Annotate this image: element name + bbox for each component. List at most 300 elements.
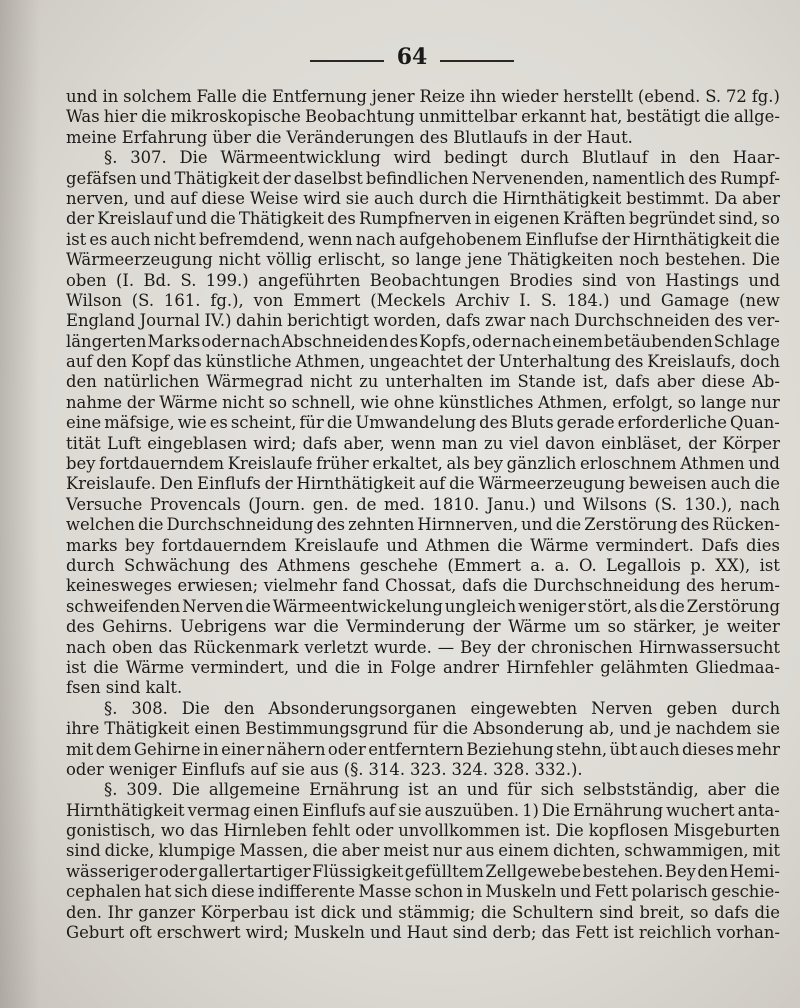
word: 199.)	[205, 270, 249, 290]
word: dafs	[302, 433, 338, 453]
word: auf	[170, 188, 197, 208]
word: fg.)	[751, 87, 780, 106]
word: Kreislaufe	[294, 535, 379, 555]
word: ist	[294, 902, 315, 922]
word: die	[555, 515, 582, 535]
word: Archiv	[455, 290, 510, 310]
word: nach	[511, 331, 552, 351]
word: aber	[341, 841, 380, 861]
word: wird;	[253, 433, 297, 453]
word: Hirnthätigkeit	[502, 188, 622, 208]
word: welchen	[66, 515, 135, 535]
word: als	[446, 454, 470, 474]
word: Nerven	[182, 596, 244, 616]
text-line	[66, 903, 780, 923]
word: 332.).	[534, 759, 583, 779]
word: aus	[309, 759, 339, 779]
word: des	[239, 555, 269, 575]
word: früher	[316, 454, 369, 474]
word: für	[507, 780, 532, 800]
word: sind,	[718, 209, 759, 229]
word: sich	[174, 882, 208, 902]
word: berichtigt	[287, 311, 370, 331]
word: S.	[705, 87, 722, 106]
text-line	[66, 291, 780, 311]
word: Einflufs	[181, 759, 246, 779]
word: einbläset,	[601, 433, 682, 453]
word: in	[660, 148, 677, 168]
word: sind	[599, 902, 634, 922]
word: weniger	[108, 759, 177, 779]
word: für	[413, 719, 438, 739]
word: als	[634, 596, 658, 616]
word: noch	[619, 250, 660, 270]
word: daselbst	[293, 168, 363, 188]
word: fortdauerndem	[99, 454, 225, 474]
word: davon	[544, 433, 595, 453]
word: auch	[110, 229, 151, 249]
word: die	[312, 841, 338, 861]
word: ist	[66, 229, 87, 249]
word: Hastings	[665, 270, 740, 290]
word: Den	[159, 474, 194, 494]
word: Ernährung	[309, 780, 400, 800]
word: Athmen	[425, 535, 490, 555]
word: die	[659, 596, 685, 616]
word: schon	[414, 882, 464, 902]
word: ver-	[747, 311, 780, 331]
text-line	[66, 556, 780, 576]
word: Schlage	[713, 331, 780, 351]
word: nicht	[310, 372, 353, 392]
word: so	[268, 392, 288, 412]
word: Athmens	[277, 555, 351, 575]
text-line	[66, 740, 780, 760]
word: Fett	[594, 882, 628, 902]
word: Rückenmark	[193, 637, 299, 657]
word: im	[489, 372, 511, 392]
text-line	[66, 413, 780, 433]
word: und	[175, 209, 208, 229]
word: wenn	[390, 433, 436, 453]
word: natürlichen	[103, 372, 200, 392]
word: und	[543, 494, 576, 514]
word: keinesweges	[66, 576, 172, 596]
word: Versuche	[66, 494, 143, 514]
word: zwar	[484, 311, 526, 331]
word: fsen	[66, 678, 101, 698]
word: um	[573, 617, 601, 637]
word: des	[688, 168, 717, 188]
word: erkannt	[521, 107, 587, 127]
text-line	[66, 576, 780, 596]
word: einen	[253, 800, 300, 820]
word: sind	[452, 923, 488, 943]
text-line	[66, 128, 780, 148]
text-line	[66, 821, 780, 841]
word: und	[296, 657, 328, 677]
word: stehn,	[556, 739, 608, 759]
word: gänzlich	[506, 454, 577, 474]
text-line	[66, 372, 780, 392]
word: erschwert	[156, 923, 241, 943]
word: des	[714, 311, 744, 331]
text-line	[66, 393, 780, 413]
word: ist	[759, 555, 780, 575]
word: eingeblasen	[147, 433, 248, 453]
word: dieses	[681, 739, 734, 759]
word: Hirnfehler	[506, 657, 594, 677]
word: Gehirns.	[102, 617, 173, 637]
text-line	[66, 209, 780, 229]
text-line	[66, 719, 780, 739]
word: Blutlauf	[581, 148, 648, 168]
word: worden,	[373, 311, 442, 331]
text-line	[66, 434, 780, 454]
word: jener	[371, 87, 415, 106]
word: anta-	[737, 800, 780, 820]
word: Kopf	[130, 352, 170, 372]
word: vermindert,	[191, 657, 290, 677]
word: die	[449, 474, 475, 494]
word: Die	[751, 250, 780, 270]
word: gefäfsen	[66, 168, 137, 188]
word: nicht	[222, 392, 265, 412]
word: die	[472, 188, 498, 208]
text-line	[66, 474, 780, 494]
word: der	[126, 392, 155, 412]
word: Folge	[390, 657, 436, 677]
word: betäubenden	[604, 331, 713, 351]
word: sind	[582, 270, 617, 290]
word: mit	[66, 739, 94, 759]
word: S.	[180, 270, 197, 290]
word: sie	[281, 759, 305, 779]
word: (Emmert	[447, 555, 521, 575]
word: oben	[66, 270, 107, 290]
word: hat,	[590, 107, 623, 127]
word: die	[326, 413, 353, 433]
word: und	[369, 923, 402, 943]
word: des	[316, 515, 346, 535]
word: Die	[541, 800, 570, 820]
word: Schultern	[512, 902, 594, 922]
word: Kräften	[562, 209, 626, 229]
word: die	[245, 596, 271, 616]
text-line	[66, 658, 780, 678]
word: Legallois	[606, 555, 681, 575]
word: die	[497, 535, 523, 555]
text-line	[66, 271, 780, 291]
word: nachdem	[675, 719, 752, 739]
word: von	[626, 270, 656, 290]
word: stört,	[587, 596, 633, 616]
word: dafs	[445, 311, 481, 331]
text-line	[66, 638, 780, 658]
word: die	[241, 87, 268, 106]
word: geschie-	[711, 882, 780, 902]
word: Thätigkeit	[174, 168, 260, 188]
word: sie	[345, 188, 370, 208]
word: meine	[66, 127, 117, 147]
word: namentlich	[592, 168, 686, 188]
word: ganzer	[138, 902, 196, 922]
word: cephalen	[66, 882, 142, 902]
word: 1)	[522, 800, 539, 820]
word: gefülltem	[404, 861, 484, 881]
word: Da	[714, 188, 738, 208]
word: auch	[373, 188, 415, 208]
word: Was	[66, 107, 100, 127]
word: Athmen	[680, 454, 745, 474]
text-line	[66, 760, 780, 780]
word: und	[619, 290, 651, 310]
word: 1810.	[432, 494, 480, 514]
word: so	[607, 617, 626, 637]
word: vielmehr	[263, 576, 337, 596]
word: p.	[690, 555, 706, 575]
word: a.	[554, 555, 570, 575]
word: bey	[66, 454, 96, 474]
word: geschehe	[359, 555, 438, 575]
word: und	[748, 270, 780, 290]
word: entferntern	[368, 739, 464, 759]
word: (Journ.	[248, 494, 306, 514]
word: das	[189, 821, 219, 841]
text-line	[66, 678, 780, 698]
word: diese	[211, 882, 255, 902]
word: Athmen,	[537, 392, 608, 412]
word: Umwandelung	[355, 413, 477, 433]
word: hat	[144, 882, 172, 902]
word: einen	[194, 719, 241, 739]
word: oder	[201, 331, 240, 351]
word: dafs	[461, 576, 497, 596]
word: breit,	[639, 902, 685, 922]
word: Weise	[249, 188, 299, 208]
word: lange	[415, 250, 462, 270]
word: I.	[519, 290, 531, 310]
word: einer	[221, 739, 265, 759]
word: Gliedmaa-	[695, 657, 780, 677]
word: Falle	[196, 87, 237, 106]
word: nach	[529, 311, 570, 331]
word: Entfernung	[271, 87, 367, 106]
word: die	[481, 902, 507, 922]
word: nach	[240, 331, 281, 351]
text-line	[66, 780, 780, 800]
word: oder	[66, 759, 104, 779]
word: ist	[66, 657, 87, 677]
word: dafs	[714, 902, 749, 922]
word: oder	[355, 821, 394, 841]
word: mit	[752, 841, 780, 861]
word: der	[262, 168, 291, 188]
word: so	[391, 250, 410, 270]
word: die	[754, 902, 780, 922]
word: fg.),	[210, 290, 244, 310]
word: wuchert	[666, 800, 735, 820]
word: Körperbau	[200, 902, 290, 922]
word: unvollkommen	[398, 821, 521, 841]
word: 328.	[493, 759, 530, 779]
word: wie	[177, 413, 207, 433]
word: Unterhaltung	[498, 352, 611, 372]
word: dahin	[236, 311, 283, 331]
word: Athmen,	[295, 352, 366, 372]
word: nahme	[66, 392, 123, 412]
word: Beobachtung	[304, 107, 415, 127]
word: Wilson	[66, 290, 122, 310]
word: Emmert	[293, 290, 361, 310]
word: diese	[701, 372, 746, 392]
word: kopflosen	[588, 821, 669, 841]
word: meist	[383, 841, 429, 861]
word: dichten,	[552, 841, 621, 861]
word: Reize	[419, 87, 466, 106]
word: in	[102, 87, 119, 106]
word: die	[93, 657, 119, 677]
word: Wärmeentwicklung	[220, 148, 381, 168]
word: auf	[66, 352, 93, 372]
word: es	[209, 413, 228, 433]
word: 184.)	[566, 290, 610, 310]
word: chronischen	[531, 637, 633, 657]
word: (I.	[115, 270, 135, 290]
word: des	[614, 352, 644, 372]
word: die	[442, 719, 469, 739]
word: Haut.	[586, 127, 633, 147]
word: wieder	[501, 87, 559, 106]
word: ab,	[588, 719, 615, 739]
word: nur	[432, 841, 462, 861]
word: des	[66, 617, 95, 637]
word: aber	[742, 188, 780, 208]
word: zehnten	[348, 515, 415, 535]
text-line	[66, 841, 780, 861]
word: scheint,	[230, 413, 297, 433]
word: auch	[639, 739, 680, 759]
word: Die	[171, 780, 200, 800]
text-line	[66, 495, 780, 515]
word: viel	[509, 433, 539, 453]
word: die	[704, 107, 730, 127]
word: unterhalten	[385, 372, 483, 392]
word: ungeachtet	[369, 352, 463, 372]
word: Thätigkeiten	[508, 250, 614, 270]
word: zu	[359, 372, 379, 392]
word: gerade	[556, 413, 615, 433]
word: des	[479, 413, 508, 433]
word: O.	[578, 555, 597, 575]
word: der	[472, 617, 501, 637]
text-line	[66, 332, 780, 352]
text-line	[66, 230, 780, 250]
word: Stande	[517, 372, 576, 392]
word: in	[532, 127, 549, 147]
word: es	[89, 229, 108, 249]
word: mäfsige,	[104, 413, 175, 433]
word: die	[313, 617, 339, 637]
word: des	[389, 331, 418, 351]
word: mehr	[736, 739, 780, 759]
word: Haar-	[732, 148, 780, 168]
text-line	[66, 250, 780, 270]
word: bestehen.	[582, 861, 664, 881]
word: Luft	[106, 433, 142, 453]
word: die	[754, 780, 780, 800]
word: erwiesen;	[177, 576, 259, 596]
word: Kreislaufe.	[66, 474, 156, 494]
word: (new	[739, 290, 780, 310]
text-line	[66, 311, 780, 331]
word: aber	[656, 372, 695, 392]
word: und	[386, 535, 418, 555]
word: die	[255, 127, 282, 147]
word: wird	[303, 188, 341, 208]
word: die	[210, 209, 236, 229]
word: dies	[746, 535, 780, 555]
word: selbstständig,	[583, 780, 699, 800]
word: Masse	[358, 882, 412, 902]
word: sie	[756, 719, 780, 739]
word: ist,	[582, 372, 609, 392]
word: die	[754, 474, 780, 494]
word: nach	[355, 229, 396, 249]
word: man	[441, 433, 478, 453]
word: Rücken-	[712, 515, 780, 535]
word: Beziehung	[466, 739, 554, 759]
word: Hirnnerven,	[417, 515, 519, 535]
word: (Meckels	[370, 290, 446, 310]
word: Nerven	[591, 698, 653, 718]
word: Zerstörung	[686, 596, 780, 616]
word: nerven,	[66, 188, 129, 208]
word: bey	[473, 454, 504, 474]
word: Haut	[406, 923, 448, 943]
word: Hirnthätigkeit	[632, 229, 752, 249]
word: auf	[368, 800, 396, 820]
word: Rumpfnerven	[358, 209, 472, 229]
word: so	[761, 209, 780, 229]
word: kalt.	[145, 678, 183, 698]
word: S.	[540, 290, 557, 310]
word: aber	[707, 780, 746, 800]
word: des	[327, 209, 356, 229]
word: durch	[66, 555, 115, 575]
word: Marks	[147, 331, 201, 351]
word: den	[223, 698, 255, 718]
word: Zellgewebe	[485, 861, 582, 881]
word: oft	[129, 923, 152, 943]
word: Misgeburten	[673, 821, 780, 841]
word: so	[690, 902, 709, 922]
word: reichlich	[638, 923, 712, 943]
word: 308.	[131, 698, 168, 718]
word: und	[139, 168, 172, 188]
word: gen.	[312, 494, 349, 514]
word: Einflufs	[302, 800, 366, 820]
text-line	[66, 882, 780, 902]
word: klumpige	[158, 841, 236, 861]
word: vorhan-	[716, 923, 780, 943]
word: weiter	[726, 617, 780, 637]
word: Fett	[575, 923, 609, 943]
word: erfolgt,	[612, 392, 674, 412]
word: und	[559, 882, 592, 902]
word: ohne	[393, 392, 435, 412]
word: 324.	[451, 759, 489, 779]
